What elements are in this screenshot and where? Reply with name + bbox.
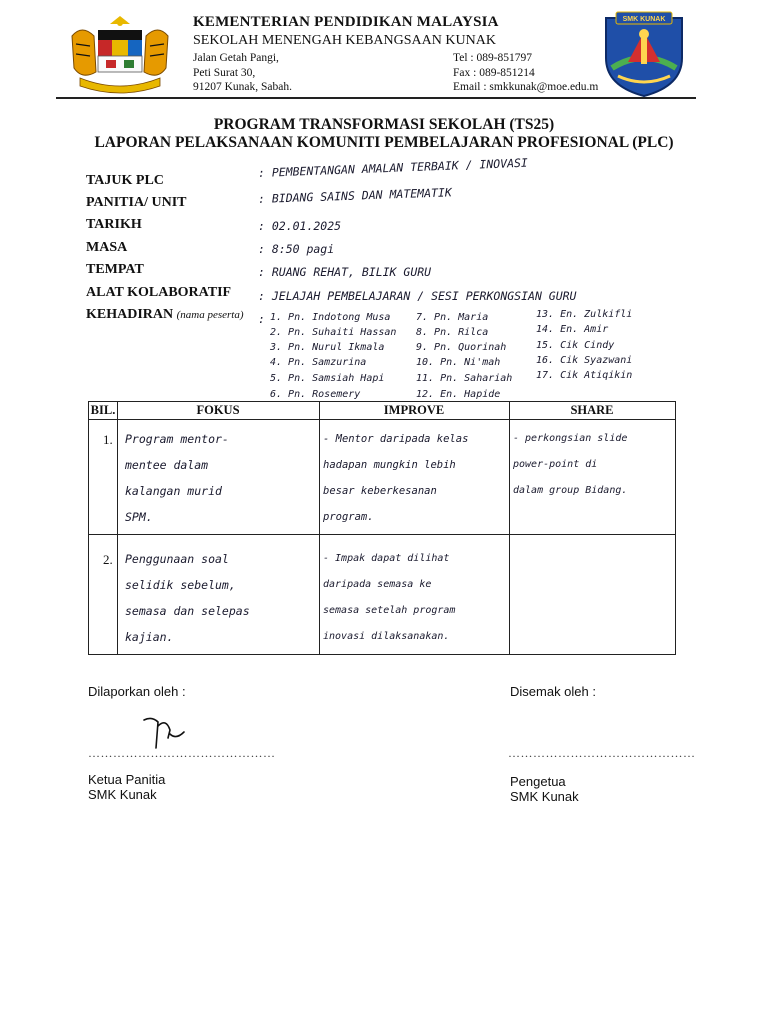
signature-line-right: ……………………………………… <box>508 746 696 760</box>
value-panitia: : BIDANG SAINS DAN MATEMATIK <box>257 185 453 206</box>
attendee: 15. Cik Cindy <box>536 340 615 351</box>
row-1-improve <box>323 426 507 530</box>
value-tempat: : RUANG REHAT, BILIK GURU <box>258 265 432 279</box>
cell-line: Penggunaan soal <box>125 552 229 566</box>
reported-by-caption: Dilaporkan oleh : <box>88 684 186 699</box>
value-tajuk: : PEMBENTANGAN AMALAN TERBAIK / INOVASI <box>257 155 529 180</box>
fax: Fax : 089-851214 <box>453 67 535 79</box>
attendee: 7. Pn. Maria <box>416 312 489 323</box>
label-panitia: PANITIA/ UNIT <box>86 195 187 210</box>
address-line-2: Peti Surat 30, <box>193 67 256 79</box>
label-masa: MASA <box>86 240 128 255</box>
row-1-bil: 1. <box>103 432 113 447</box>
left-signer-role: Ketua Panitia <box>88 772 166 787</box>
attendee: 8. Pn. Rilca <box>416 327 489 338</box>
row-2-fokus <box>125 546 317 650</box>
cell-line: dalam group Bidang. <box>513 485 628 496</box>
label-tempat: TEMPAT <box>86 262 144 277</box>
cell-line: Program mentor- <box>125 432 229 446</box>
attendee: 11. Pn. Sahariah <box>416 373 513 384</box>
attendee: 17. Cik Atiqikin <box>536 370 633 381</box>
address-line-1: Jalan Getah Pangi, <box>193 52 279 64</box>
row-1-share <box>513 426 673 504</box>
attendee: 14. En. Amir <box>536 324 609 335</box>
right-signer-role: Pengetua <box>510 774 566 789</box>
column-divider <box>509 402 510 654</box>
cell-line: - Impak dapat dilihat <box>323 553 450 564</box>
row-2-improve <box>323 546 507 650</box>
cell-line: power-point di <box>513 459 598 470</box>
cell-line: kalangan murid <box>125 484 222 498</box>
attendee: 1. Pn. Indotong Musa <box>270 312 391 323</box>
cell-line: daripada semasa ke <box>323 579 432 590</box>
cell-line: inovasi dilaksanakan. <box>323 631 450 642</box>
header-bil: BIL. <box>90 403 116 417</box>
value-alat-kolaboratif: : JELAJAH PEMBELAJARAN / SESI PERKONGSIAN GURU <box>258 289 577 303</box>
attendee: 10. Pn. Ni'mah <box>416 357 501 368</box>
cell-line: - perkongsian slide <box>513 433 628 444</box>
left-signer-org: SMK Kunak <box>88 787 157 802</box>
row-divider <box>89 534 675 535</box>
cell-line: hadapan mungkin lebih <box>323 459 456 471</box>
signature-line-left: ……………………………………… <box>88 746 276 760</box>
telephone: Tel : 089-851797 <box>453 52 533 64</box>
column-divider <box>117 402 118 654</box>
value-masa: : 8:50 pagi <box>258 242 335 256</box>
cell-line: mentee dalam <box>125 458 209 472</box>
value-tarikh: : 02.01.2025 <box>258 219 342 233</box>
program-title: PROGRAM TRANSFORMASI SEKOLAH (TS25) <box>213 116 555 133</box>
school-crest-text: SMK KUNAK <box>622 16 666 23</box>
label-alat-kolaboratif: ALAT KOLABORATIF <box>86 285 232 300</box>
email: Email : smkkunak@moe.edu.m <box>453 81 599 93</box>
column-divider <box>319 402 320 654</box>
address-line-3: 91207 Kunak, Sabah. <box>193 81 293 93</box>
attendee: 12. En. Hapide <box>416 389 501 400</box>
header-divider <box>89 419 675 420</box>
cell-line: program. <box>323 511 374 523</box>
cell-line: besar keberkesanan <box>323 485 437 497</box>
attendee: 9. Pn. Quorinah <box>416 342 507 353</box>
kehadiran-colon: : <box>258 312 265 326</box>
ministry-name: KEMENTERIAN PENDIDIKAN MALAYSIA <box>193 14 499 30</box>
malaysia-coat-of-arms-logo <box>66 14 174 94</box>
school-name: SEKOLAH MENENGAH KEBANGSAAN KUNAK <box>193 33 496 48</box>
label-tajuk: TAJUK PLC <box>86 173 164 188</box>
header-improve: IMPROVE <box>383 403 445 417</box>
cell-line: selidik sebelum, <box>125 578 236 592</box>
header-share: SHARE <box>570 403 614 417</box>
cell-line: semasa setelah program <box>323 605 456 616</box>
report-title: LAPORAN PELAKSANAAN KOMUNITI PEMBELAJARAN PROFESIONAL (PLC) <box>94 134 674 151</box>
cell-line: - Mentor daripada kelas <box>323 433 469 445</box>
right-signer-org: SMK Kunak <box>510 789 579 804</box>
attendee: 3. Pn. Nurul Ikmala <box>270 342 385 353</box>
letterhead-divider <box>56 97 696 99</box>
attendee: 16. Cik Syazwani <box>536 355 633 366</box>
school-crest-logo <box>598 8 690 98</box>
header-fokus: FOKUS <box>196 403 240 417</box>
attendee: 5. Pn. Samsiah Hapi <box>270 373 385 384</box>
reviewed-by-caption: Disemak oleh : <box>510 684 596 699</box>
kehadiran-text: KEHADIRAN <box>86 307 174 322</box>
plc-table <box>88 401 676 655</box>
attendee: 2. Pn. Suhaiti Hassan <box>270 327 397 338</box>
label-tarikh: TARIKH <box>86 217 142 232</box>
row-1-fokus <box>125 426 317 530</box>
cell-line: kajian. <box>125 630 174 644</box>
attendee: 6. Pn. Rosemery <box>270 389 361 400</box>
kehadiran-sublabel: (nama peserta) <box>176 309 244 321</box>
attendee: 4. Pn. Samzurina <box>270 357 367 368</box>
attendee: 13. En. Zulkifli <box>536 309 633 320</box>
label-kehadiran <box>86 307 244 323</box>
cell-line: SPM. <box>125 510 153 524</box>
cell-line: semasa dan selepas <box>125 604 250 618</box>
row-2-bil: 2. <box>103 552 113 567</box>
